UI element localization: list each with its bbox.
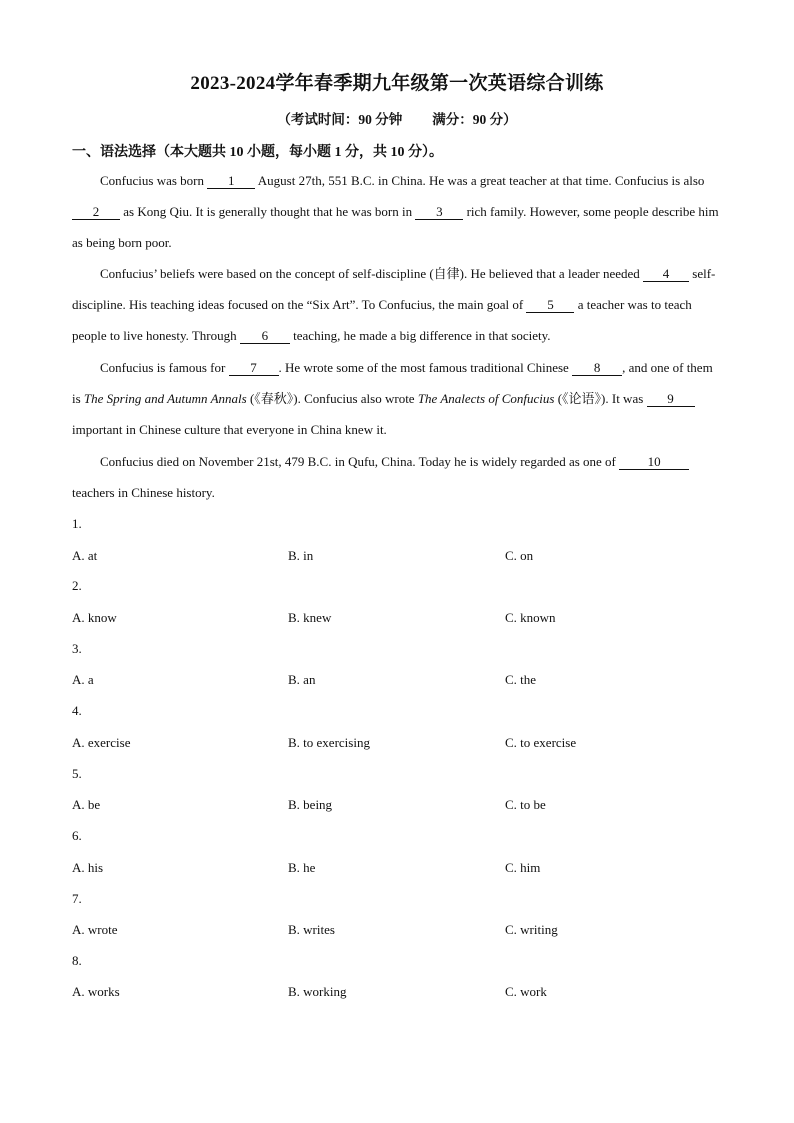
- passage-text: Confucius’ beliefs were based on the concept of self-discipline (自律). He believed that a leader needed: [100, 266, 644, 281]
- blank-1: 1: [207, 174, 255, 189]
- exam-info: [0, 108, 794, 128]
- passage-text: teaching, he made a big difference in that society.: [289, 328, 551, 344]
- option-b[interactable]: B. an: [288, 672, 316, 687]
- full-score: 满分：90 分）: [432, 112, 517, 127]
- option-c[interactable]: C. him: [505, 860, 541, 875]
- question-number: 5.: [72, 766, 82, 781]
- passage-text: Confucius was born: [100, 173, 208, 188]
- option-c[interactable]: C. work: [505, 984, 547, 999]
- passage-paragraph-2: [72, 258, 722, 352]
- option-b[interactable]: B. in: [288, 548, 314, 563]
- option-a[interactable]: A. at: [72, 548, 98, 563]
- passage-text: as Kong Qiu. It is generally thought that he was born in: [120, 204, 416, 220]
- passage-text: (《春秋》). Confucius also wrote: [246, 391, 418, 407]
- passage-text: Confucius died on November 21st, 479 B.C. in Qufu, China. Today he is widely regarded as one of: [100, 454, 620, 469]
- option-c[interactable]: C. the: [505, 672, 537, 687]
- passage-text: Confucius is famous for: [100, 360, 229, 375]
- option-a[interactable]: A. works: [72, 984, 120, 999]
- question-number: 7.: [72, 891, 82, 906]
- passage-text: self-discipline. His teaching ideas focused on the “Six Art”. To Confucius, the main goal of: [72, 266, 716, 313]
- option-b[interactable]: B. writes: [288, 922, 335, 937]
- option-b[interactable]: B. he: [288, 860, 316, 875]
- option-b[interactable]: B. working: [288, 984, 347, 999]
- passage-paragraph-4: [72, 446, 722, 508]
- blank-5: 5: [526, 298, 574, 313]
- passage-text: rich family. However, some people describe him as being born poor.: [72, 204, 719, 251]
- option-b[interactable]: B. knew: [288, 610, 332, 625]
- option-c[interactable]: C. on: [505, 548, 534, 563]
- passage-text: , and one of them is: [72, 360, 713, 407]
- book-title-spring-autumn: The Spring and Autumn Annals: [83, 391, 247, 407]
- blank-10: 10: [619, 455, 689, 470]
- option-c[interactable]: C. writing: [505, 922, 558, 937]
- option-a[interactable]: A. a: [72, 672, 94, 687]
- option-c[interactable]: C. to be: [505, 797, 546, 812]
- passage-text: August 27th, 551 B.C. in China. He was a great teacher at that time. Confucius is also: [255, 173, 705, 188]
- option-a[interactable]: A. be: [72, 797, 101, 812]
- question-number: 1.: [72, 516, 82, 531]
- question-number: 8.: [72, 953, 82, 968]
- passage-paragraph-3: [72, 352, 722, 446]
- question-number: 3.: [72, 641, 82, 656]
- option-b[interactable]: B. being: [288, 797, 333, 812]
- option-a[interactable]: A. wrote: [72, 922, 118, 937]
- question-number: 2.: [72, 578, 82, 593]
- option-c[interactable]: C. to exercise: [505, 735, 577, 750]
- book-title-analects: The Analects of Confucius: [417, 391, 555, 407]
- blank-6: 6: [240, 329, 290, 344]
- passage-text: (《论语》). It was: [554, 391, 647, 407]
- blank-9: 9: [647, 392, 695, 407]
- section-heading: 一、语法选择（本大题共 10 小题，每小题 1 分，共 10 分）。: [72, 145, 443, 160]
- page-title: 2023-2024学年春季期九年级第一次英语综合训练: [190, 73, 604, 94]
- question-number: 4.: [72, 703, 82, 718]
- option-a[interactable]: A. know: [72, 610, 117, 625]
- blank-3: 3: [415, 205, 463, 220]
- passage-paragraph-1: [72, 165, 722, 259]
- question-number: 6.: [72, 828, 82, 843]
- option-c[interactable]: C. known: [505, 610, 556, 625]
- option-b[interactable]: B. to exercising: [288, 735, 370, 750]
- passage-text: teachers in Chinese history.: [72, 485, 215, 501]
- blank-7: 7: [229, 361, 279, 376]
- passage-text: . He wrote some of the most famous traditional Chinese: [278, 360, 573, 375]
- blank-8: 8: [572, 361, 622, 376]
- passage-text: a teacher was to teach people to live honesty. Through: [72, 297, 692, 344]
- option-a[interactable]: A. his: [72, 860, 104, 875]
- option-a[interactable]: A. exercise: [72, 735, 131, 750]
- blank-2: 2: [72, 205, 120, 220]
- exam-time: （考试时间：90 分钟: [277, 112, 403, 127]
- passage-text: important in Chinese culture that everyone in China knew it.: [72, 422, 387, 438]
- blank-4: 4: [643, 267, 689, 282]
